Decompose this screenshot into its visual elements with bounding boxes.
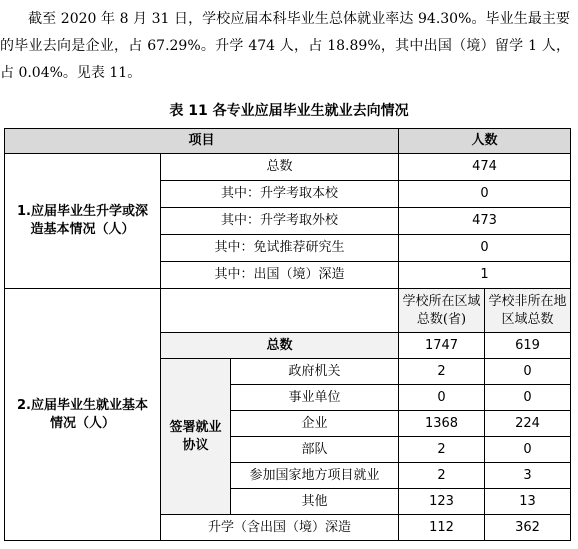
row-value: 473 <box>399 208 571 235</box>
row-label: 其中：免试推荐研究生 <box>161 235 399 262</box>
row-nonlocal: 13 <box>485 489 571 515</box>
row-value: 1 <box>399 262 571 289</box>
col-local-header: 学校所在区域总数(省) <box>399 289 485 333</box>
row-nonlocal: 0 <box>485 437 571 463</box>
row-value: 0 <box>399 235 571 262</box>
header-item: 项目 <box>5 129 399 154</box>
row-local: 2 <box>399 359 485 385</box>
total-label: 总数 <box>161 333 399 359</box>
section2-label: 2.应届毕业生就业基本情况（人） <box>5 289 161 541</box>
row-label: 总数 <box>161 154 399 181</box>
further-label: 升学（含出国（境）深造 <box>161 515 399 541</box>
row-label: 其中：升学考取外校 <box>161 208 399 235</box>
contract-label: 签署就业协议 <box>161 359 231 515</box>
row-label: 参加国家地方项目就业 <box>231 463 399 489</box>
row-value: 0 <box>399 181 571 208</box>
row-local: 123 <box>399 489 485 515</box>
section2-header-row <box>5 289 571 333</box>
row-label: 事业单位 <box>231 385 399 411</box>
table-caption: 表 11 各专业应届毕业生就业去向情况 <box>169 103 409 119</box>
employment-destination-table <box>4 128 571 541</box>
row-nonlocal: 3 <box>485 463 571 489</box>
header-count: 人数 <box>399 129 571 154</box>
row-label: 政府机关 <box>231 359 399 385</box>
row-local: 2 <box>399 437 485 463</box>
row-label: 其他 <box>231 489 399 515</box>
row-nonlocal: 0 <box>485 385 571 411</box>
row-label: 部队 <box>231 437 399 463</box>
total-local: 1747 <box>399 333 485 359</box>
row-local: 0 <box>399 385 485 411</box>
row-label: 其中：出国（境）深造 <box>161 262 399 289</box>
row-value: 474 <box>399 154 571 181</box>
row-local: 2 <box>399 463 485 489</box>
row-nonlocal: 0 <box>485 359 571 385</box>
table-row <box>5 154 571 181</box>
section2-blank-header <box>161 289 399 333</box>
further-nonlocal: 362 <box>485 515 571 541</box>
col-nonlocal-header: 学校非所在地区域总数 <box>485 289 571 333</box>
intro-paragraph <box>0 6 570 87</box>
row-nonlocal: 224 <box>485 411 571 437</box>
intro-text: 截至 2020 年 8 月 31 日，学校应届本科毕业生总体就业率达 94.30%。毕业生最主要的毕业去向是企业，占 67.29%。升学 474 人，占 18.89%，其中出国（境）留学 1 人，占 0.04%。见表 11。 <box>0 11 570 81</box>
total-nonlocal: 619 <box>485 333 571 359</box>
section1-label: 1.应届毕业生升学或深造基本情况（人） <box>5 154 161 289</box>
row-label: 企业 <box>231 411 399 437</box>
further-local: 112 <box>399 515 485 541</box>
row-local: 1368 <box>399 411 485 437</box>
header-row <box>5 129 571 154</box>
row-label: 其中：升学考取本校 <box>161 181 399 208</box>
